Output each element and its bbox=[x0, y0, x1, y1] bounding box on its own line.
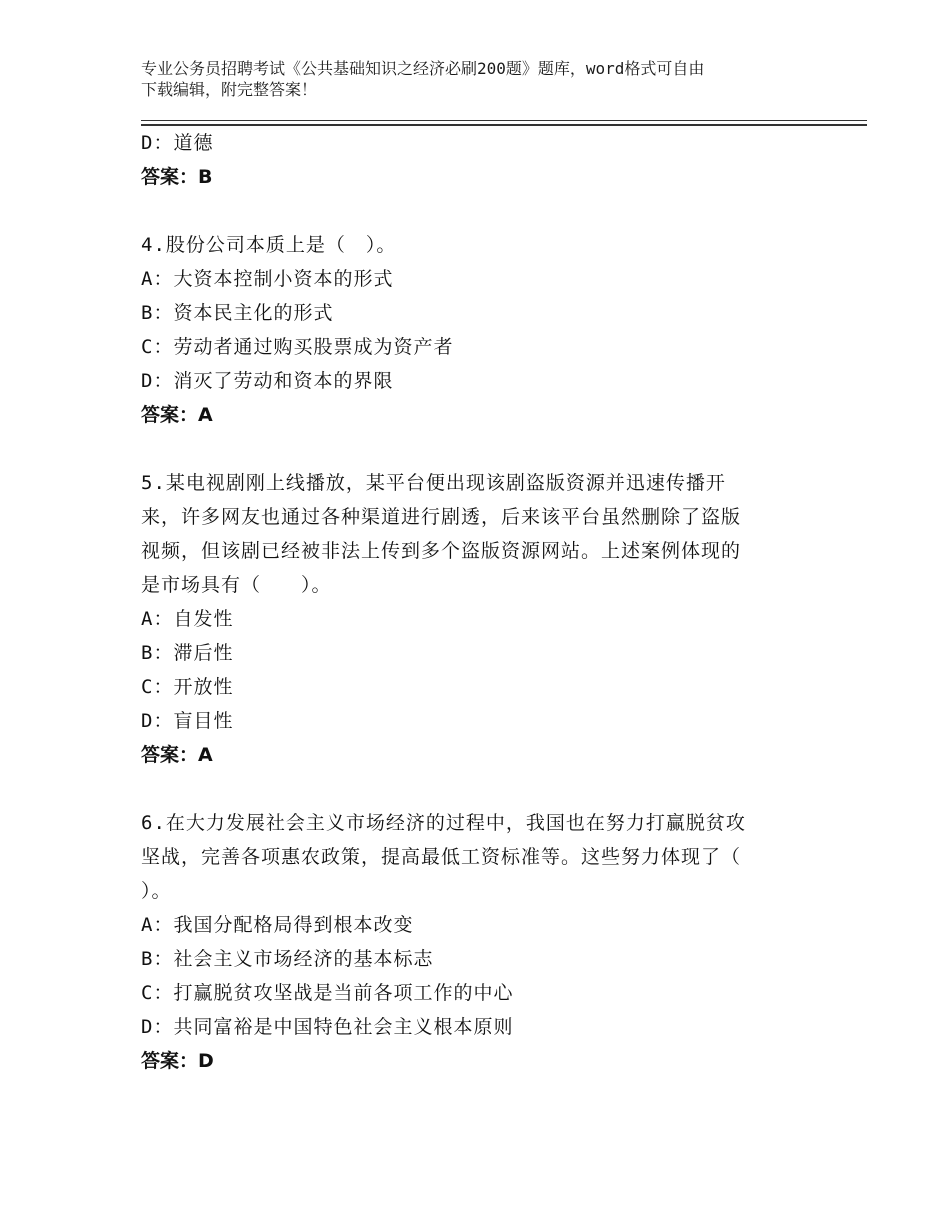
q5-option-a: A：自发性 bbox=[141, 608, 234, 630]
header-line-2: 下载编辑，附完整答案！ bbox=[141, 80, 318, 99]
q5-stem-line-3: 视频，但该剧已经被非法上传到多个盗版资源网站。上述案例体现的 bbox=[141, 540, 742, 562]
q4-option-b: B：资本民主化的形式 bbox=[141, 302, 334, 324]
question-6 bbox=[141, 806, 821, 1078]
q6-option-b: B：社会主义市场经济的基本标志 bbox=[141, 948, 434, 970]
q4-option-d: D：消灭了劳动和资本的界限 bbox=[141, 370, 394, 392]
question-4 bbox=[141, 228, 821, 432]
q5-stem-line-1: 5.某电视剧刚上线播放，某平台便出现该剧盗版资源并迅速传播开 bbox=[141, 472, 726, 494]
q5-stem-line-4: 是市场具有（ ）。 bbox=[141, 574, 332, 596]
q3-option-d: D：道德 bbox=[141, 132, 214, 154]
q5-option-c: C：开放性 bbox=[141, 676, 234, 698]
spacer bbox=[141, 772, 821, 806]
q6-stem-line-3: ）。 bbox=[141, 880, 172, 902]
q5-answer: 答案：A bbox=[141, 744, 213, 766]
q5-stem-line-2: 来，许多网友也通过各种渠道进行剧透，后来该平台虽然删除了盗版 bbox=[141, 506, 742, 528]
document-header bbox=[141, 58, 821, 100]
q5-option-d: D：盲目性 bbox=[141, 710, 234, 732]
spacer bbox=[141, 432, 821, 466]
q4-option-c: C：劳动者通过购买股票成为资产者 bbox=[141, 336, 454, 358]
spacer bbox=[141, 194, 821, 228]
q4-option-a: A：大资本控制小资本的形式 bbox=[141, 268, 394, 290]
q4-stem: 4.股份公司本质上是（ ）。 bbox=[141, 234, 397, 256]
q6-stem-line-1: 6.在大力发展社会主义市场经济的过程中，我国也在努力打赢脱贫攻 bbox=[141, 812, 746, 834]
header-divider-thin bbox=[141, 120, 867, 121]
q6-option-d: D：共同富裕是中国特色社会主义根本原则 bbox=[141, 1016, 514, 1038]
question-5 bbox=[141, 466, 821, 772]
q6-option-a: A：我国分配格局得到根本改变 bbox=[141, 914, 414, 936]
q5-option-b: B：滞后性 bbox=[141, 642, 234, 664]
header-line-1: 专业公务员招聘考试《公共基础知识之经济必刷200题》题库，word格式可自由 bbox=[141, 59, 705, 78]
q4-answer: 答案：A bbox=[141, 404, 213, 426]
q3-answer: 答案：B bbox=[141, 166, 213, 188]
question-list bbox=[141, 126, 821, 1078]
q6-answer: 答案：D bbox=[141, 1050, 214, 1072]
q6-stem-line-2: 坚战，完善各项惠农政策，提高最低工资标准等。这些努力体现了（ bbox=[141, 846, 742, 868]
q6-option-c: C：打赢脱贫攻坚战是当前各项工作的中心 bbox=[141, 982, 514, 1004]
